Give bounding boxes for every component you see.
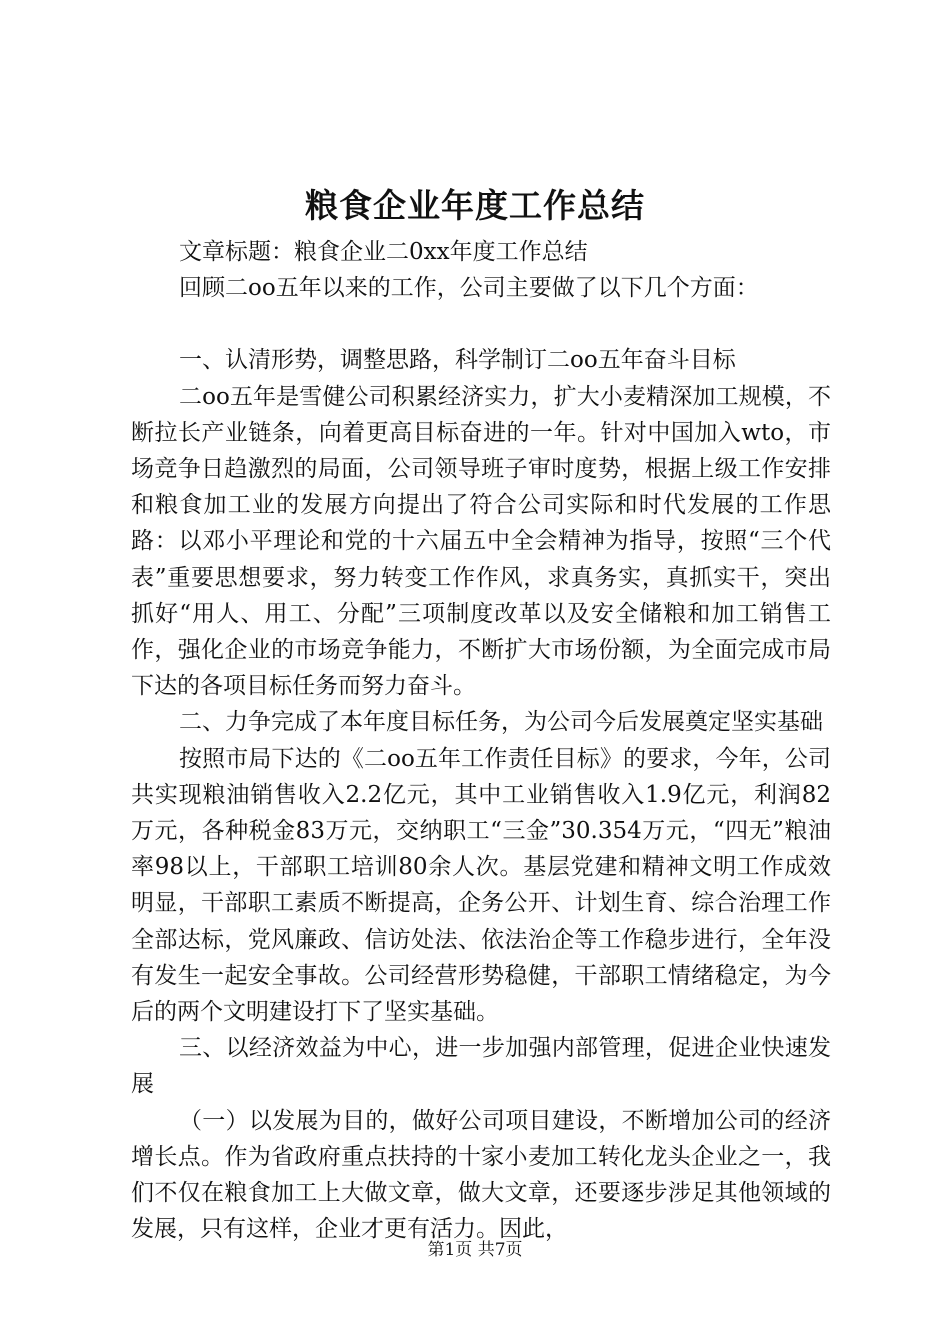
document-body — [131, 234, 831, 1247]
section-heading-1: 一、认清形势，调整思路，科学制订二oo五年奋斗目标 — [179, 347, 736, 374]
intro-paragraph: 回顾二oo五年以来的工作，公司主要做了以下几个方面： — [179, 275, 759, 302]
article-title-line: 文章标题：粮食企业二0xx年度工作总结 — [179, 239, 588, 265]
section-heading-2: 二、力争完成了本年度目标任务，为公司今后发展奠定坚实基础 — [179, 709, 823, 736]
document-title: 粮食企业年度工作总结 — [305, 186, 645, 225]
page-number-footer: 第1页 共7页 — [427, 1240, 523, 1260]
section-3-paragraph: （一）以发展为目的，做好公司项目建设，不断增加公司的经济增长点。作为省政府重点扶持的十家小麦加工转化龙头企业之一，我们不仅在粮食加工上大做文章，做大文章，还要逐步涉足其他领域的发展，只有这样，企业才更有活力。因此， — [131, 1107, 831, 1243]
section-1-paragraph: 二oo五年是雪健公司积累经济实力，扩大小麦精深加工规模，不断拉长产业链条，向着更高目标奋进的一年。针对中国加入wto，市场竞争日趋激烈的局面，公司领导班子审时度势，根据上级工作安排和粮食加工业的发展方向提出了符合公司实际和时代发展的工作思路：以邓小平理论和党的十六届五中全会精神为指导，按照“三个代表”重要思想要求，努力转变工作作风，求真务实，真抓实干，突出抓好“用人、用工、分配”三项制度改革以及安全储粮和加工销售工作，强化企业的市场竞争能力，不断扩大市场份额，为全面完成市局下达的各项目标任务而努力奋斗。 — [131, 383, 831, 700]
section-heading-3: 三、以经济效益为中心，进一步加强内部管理，促进企业快速发展 — [131, 1035, 831, 1098]
section-2-paragraph: 按照市局下达的《二oo五年工作责任目标》的要求，今年，公司共实现粮油销售收入2.2亿元，其中工业销售收入1.9亿元，利润82万元，各种税金83万元，交纳职工“三金”30.354万元，“四无”粮油率98以上，干部职工培训80余人次。基层党建和精神文明工作成效明显，干部职工素质不断提高，企务公开、计划生育、综合治理工作全部达标，党风廉政、信访处法、依法治企等工作稳步进行，全年没有发生一起安全事故。公司经营形势稳健，干部职工情绪稳定，为今后的两个文明建设打下了坚实基础。 — [131, 745, 831, 1026]
